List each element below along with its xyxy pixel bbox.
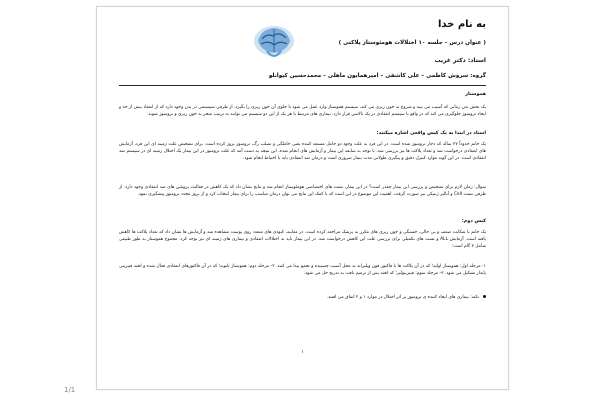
bullet-item bbox=[119, 294, 486, 301]
page-counter: 1/1 bbox=[64, 386, 76, 394]
group-members: گروه: سروش کاظمی – علی کاشفی – امیرهمایون ماهلی – محمدحسین کیوانلو bbox=[268, 73, 486, 79]
brain-logo-icon bbox=[249, 21, 299, 65]
intro-paragraph: یک بخش بدن زمانی که آسیب می بیند و شروع به خون ریزی می کند، سیستم هموستاز وارد عمل می شود تا جلوی آن خون ریزی را بگیرد. از طرفی سیستمی در بدن وجود دارد که از انعقاد بیش از حد و ایجاد ترومبوز جلوگیری می کند که در واقع با سیستم انعقادی در یک بالانس قرار دارد. بیماری های مرتبط با هر یک از این دو سیستم می توانند به ترتیب منجر به خون ریزی و ترومبوز شوند. bbox=[119, 105, 486, 118]
case2-subheading: کیس دوم: bbox=[461, 219, 486, 224]
case-subheading: استاد در ابتدا به یک کیس واقعی اشاره میکنند: bbox=[376, 131, 486, 136]
lesson-title: ( عنوان درس – جلسه ۱۰ اختلالات هومئوستاز پلاکتی ) bbox=[338, 40, 486, 46]
bullet-text: نکته: بیماری های ایجاد کننده ی ترومبوز پر اثر اختلال در موارد ۱ و ۲ اتفاق می افتند. bbox=[326, 295, 479, 300]
follow-paragraph: سوال: زمان لازم برای تشخیص و بررسی این بیمار چقدر است؟ در این بیمار، تست های اختصاصی هومئوستاز انجام شد و نتایج نشان داد که یک کاهش در فعالیت پروتئین های ضد انعقادی وجود دارد. از طرفی تست Cell و آنالیز ژنتیکی نیز صورت گرفت. اهمیت این موضوع در این است که با کمک این نتایج می توان درمان مناسب را برای بیمار انتخاب کرد و از بروز مجدد ترومبوز پیشگیری نمود. bbox=[119, 185, 486, 198]
document-page bbox=[96, 6, 509, 390]
section-heading: هموستاز bbox=[465, 92, 486, 97]
page-number: ۱ bbox=[301, 349, 304, 355]
case2-paragraph: یک خانم با شکایت ضعف و بی حالی، خستگی و خون ریزی های مکرر به پزشک مراجعه کرده است. در معاینه، کبودی های متعدد روی پوست مشاهده شد و آزمایش ها نشان داد که تعداد پلاکت ها کاهش یافته است. آزمایش ALL و تست های تکمیلی برای بررسی علت این کاهش درخواست شد. در این بیمار باید به اختلالات انعقادی و بیماری های زمینه ای نیز توجه کرد. مجموع هموستاز به طور طبیعی شامل ۳ گام است: bbox=[119, 230, 486, 250]
case-paragraph: یک خانم حدوداً ۲۷ ساله که دچار ترومبوز شده است. در این فرد به علت وجود دو حامل مستعد کننده یعنی حاملگی و تصلب رگ، ترومبوز بروز کرده است. برای تشخیص علت زمینه ای این فرد، آزمایش های انعقادی درخواست شد و تعداد پلاکت ها نیز بررسی شد. با توجه به سابقه این بیمار و آزمایش های انجام شده، این نتیجه به دست آمد که علت ترومبوز در این بیمار یک اختلال زمینه ای در سیستم ضد انعقادی است. در این گونه موارد کنترل دقیق و پیگیری طولانی مدت بیمار ضروری است و درمان ضد انعقادی باید با احتیاط انجام شود. bbox=[119, 142, 486, 162]
bullet-icon bbox=[483, 295, 486, 298]
teacher-name: استاد: دکتر غریب bbox=[434, 57, 486, 64]
bismillah-heading: به نام خدا bbox=[437, 19, 486, 30]
header-divider bbox=[119, 85, 486, 86]
steps-paragraph: ۱- مرحله اول: هموستاز اولیه؛ که در آن پلاکت ها با فاکتور فون ویلبراند به محل آسیب چسبیده و تجمع پیدا می کنند. ۲- مرحله دوم: هموستاز ثانویه؛ که در آن فاکتورهای انعقادی فعال شده و لخته فیبرینی پایدار تشکیل می شود. ۳- مرحله سوم: فیبرینولیز؛ که لخته پس از ترمیم بافت به تدریج حل می شود. bbox=[119, 264, 487, 277]
